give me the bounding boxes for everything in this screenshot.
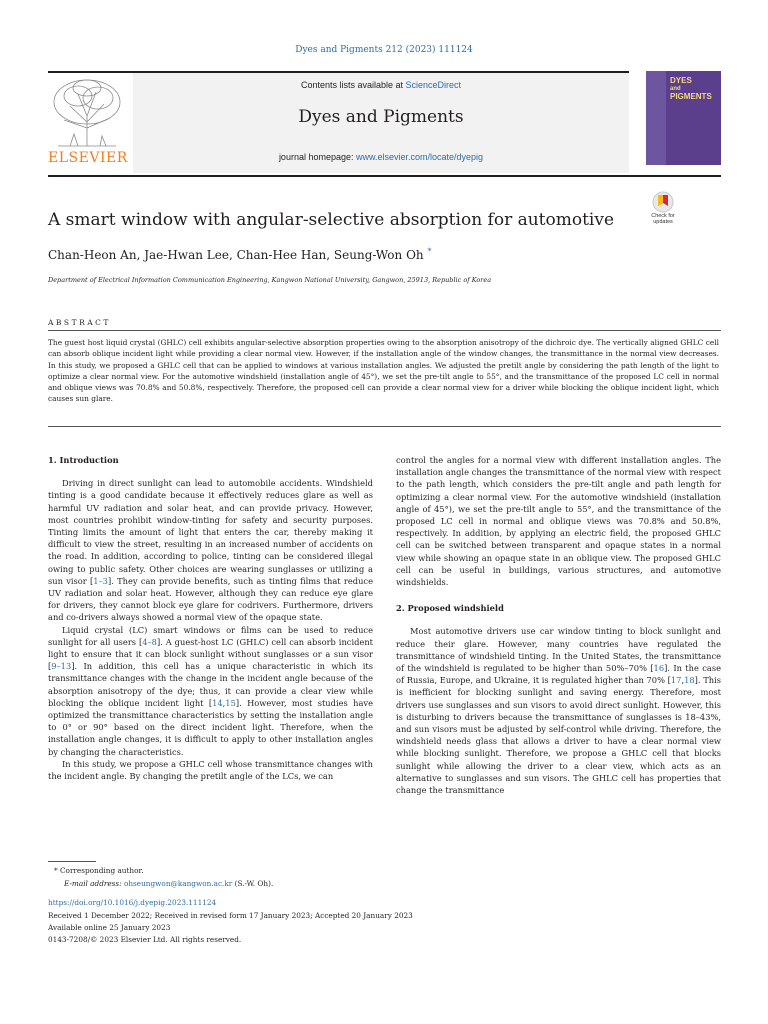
email-link[interactable]: ohseungwon@kangwon.ac.kr [123,879,233,888]
abstract-heading: ABSTRACT [48,318,111,327]
reference-link[interactable]: 4–8 [142,636,157,647]
section-heading-proposed-windshield: 2. Proposed windshield [396,603,504,614]
right-column [396,454,721,796]
reference-link[interactable]: 15 [225,697,236,708]
paragraph-text: Most automotive drivers use car window tinting to block sunlight and reduce their glare. However, many countries have regulated the transmittance of windshield tinting. In the United States, the transmittance of the windshield is regulated to be higher than 50%–70% [ [396,626,721,674]
author-separator: , [326,248,334,262]
corresponding-author-mark[interactable]: * [427,247,432,256]
abstract-top-rule [48,330,721,331]
paragraph-text: In this study, we propose a GHLC cell whose transmittance changes with the incident angle. By changing the pretilt angle of the LCs, we can [48,758,373,782]
cover-title-line: DYES [670,76,692,85]
author-list [48,247,431,262]
cover-title-line: and [670,86,681,92]
sciencedirect-link[interactable]: ScienceDirect [405,80,462,90]
author-affiliation: Department of Electrical Information Communication Engineering, Kangwon National University, Gangwon, 25913, Republic of Korea [48,276,492,284]
cover-strip [646,71,666,165]
homepage-link[interactable]: www.elsevier.com/locate/dyepig [356,152,484,162]
footnote-rule [48,861,96,862]
author-separator: , [136,248,145,262]
homepage-line [133,152,629,162]
windshield-paragraph-1 [396,625,721,796]
author-name[interactable]: Seung-Won Oh [333,248,424,262]
crossmark-label-line: Check for [651,213,675,219]
reference-link[interactable]: 17 [670,675,682,686]
available-online-date: Available online 25 January 2023 [48,923,171,932]
journal-title: Dyes and Pigments [298,107,464,127]
publisher-wordmark[interactable]: ELSEVIER [48,150,128,166]
intro-paragraph-2 [48,624,373,758]
journal-citation[interactable]: Dyes and Pigments 212 (2023) 111124 [295,45,473,55]
received-dates: Received 1 December 2022; Received in revised form 17 January 2023; Accepted 20 January 2023 [48,911,413,920]
author-name[interactable]: Jae-Hwan Lee [144,248,229,262]
author-name[interactable]: Chan-Heon An [48,248,137,262]
intro-paragraph-1 [48,477,373,623]
contents-line [133,80,629,90]
paragraph-text: ]. In addition, this cell has a unique characteristic in which its transmittance changes with the change in the incident angle because of the absorption anisotropy of the dye; thus, it can provide a clear view while blocking the oblique incident light [ [48,661,373,708]
header-bottom-rule [48,175,721,177]
cover-title [670,77,712,101]
paragraph-text: Liquid crystal (LC) smart windows or films can be used to reduce sunlight for all users [ [48,624,373,647]
homepage-prefix: journal homepage: [278,152,356,162]
author-name[interactable]: Chan-Hee Han [236,248,327,262]
paragraph-text: ]. This is inefficient for blocking sunlight and saving energy. Therefore, most drivers use sunglasses and sun visors to avoid direct sunlight. However, this is disturbing to drivers because the transmittance of sunglasses is 18–43%, and sun visors must be adjusted by self-control while driving. Therefore, the windshield needs glass that allows a driver to have a clear normal view while blocking sunlight. Therefore, we propose a GHLC cell that blocks sunlight while allowing the driver to a clear view, which acts as an alternative to sunglasses and sun visors. The GHLC cell has properties that change the transmittance [396,675,721,796]
email-label: E-mail address: [64,879,124,888]
paragraph-text: , [681,675,685,686]
elsevier-tree-logo [50,76,124,148]
section-heading-introduction: 1. Introduction [48,455,119,465]
paragraph-text: ]. A guest-host LC (GHLC) cell can absorb incident light to ensure that it can block sunlight without sunglasses or a sun visor [ [48,636,373,672]
journal-cover-image[interactable] [646,71,721,165]
contents-prefix: Contents lists available at [300,80,406,90]
reference-link[interactable]: 18 [684,675,695,686]
reference-link[interactable]: 14 [212,697,223,708]
paragraph-text: , [222,697,226,708]
crossmark-label [645,213,681,225]
left-column [48,454,373,782]
article-title: A smart window with angular-selective absorption for automotive [48,210,615,230]
reference-link[interactable]: 16 [653,663,665,674]
reference-link[interactable]: 1–3 [93,575,108,586]
paragraph-text: ]. They can provide benefits, such as tinting films that reduce UV radiation and solar heat. However, although they can reduce eye glare for drivers, they cannot block eye glare for codrivers. Furthermore, drivers and co-drivers always showed a normal view of the opaque state. [48,575,373,623]
abstract-body: The guest host liquid crystal (GHLC) cell exhibits angular-selective absorption properties owing to the absorption anisotropy of the dichroic dye. The vertically aligned GHLC cell can absorb oblique incident light while providing a clear normal view. However, if the installation angle of the window changes, the transmittance in the normal view decreases. In this study, we proposed a GHLC cell that can be applied to windows at various installation angles. We adjusted the pretilt angle by considering the path length of the light to optimize a clear normal view. For the automotive windshield (installation angle of 45°), we set the pre-tilt angle to 55°, and the transmittance of the proposed LC cell in normal and oblique views was 70.8% and 50.8%, respectively. Therefore, the proposed cell can provide a clear normal view for a driver while blocking the oblique incident light, which causes sun glare. [48,338,719,404]
crossmark-label-line: updates [653,219,673,225]
email-line [64,879,273,888]
paragraph-text: control the angles for a normal view with different installation angles. The installation angle changes the transmittance of the normal view with respect to the path length, which considers the pre-tilt angle and path length for optimizing a clear normal view. For the automotive windshield (installation angle of 45°), we set the pre-tilt angle to 55°, and the transmittance of the proposed LC cell in normal and oblique views was 70.8% and 50.8%, respectively. In addition, by applying an electric field, the proposed GHLC cell can be switched between transparent and opaque states in a normal view while showing an opaque state in an oblique view. The proposed GHLC cell can be useful in buildings, various structures, and automotive windshields. [396,455,721,588]
check-for-updates-badge[interactable] [645,191,681,231]
paragraph-text: ]. In the case of Russia, Europe, and Ukraine, it is regulated higher than 70% [ [396,663,721,686]
author-separator: , [228,248,237,262]
cover-title-line: PIGMENTS [670,92,712,101]
corresponding-author-note: * Corresponding author. [54,866,144,875]
crossmark-icon [645,191,681,213]
abstract-bottom-rule [48,426,721,427]
copyright-notice: 0143-7208/© 2023 Elsevier Ltd. All rights reserved. [48,935,242,944]
doi-link[interactable]: https://doi.org/10.1016/j.dyepig.2023.111124 [48,898,217,907]
intro-paragraph-4 [396,454,721,588]
paragraph-text: ]. However, most studies have optimized the transmittance characteristics by setting the installation angle to 0° or 90° based on the direct incident light. Therefore, when the installation angle changes, it is difficult to apply to other installation angles by changing the characteristics. [48,697,373,757]
reference-link[interactable]: 9–13 [51,661,72,672]
paragraph-text: Driving in direct sunlight can lead to automobile accidents. Windshield tinting is a good candidate because it effectively reduces glare as well as harmful UV radiation and solar heat, and can provide privacy. However, most countries prohibit window-tinting for safety and security purposes. Tinting limits the amount of light that enters the car, thereby making it difficult to view the street, resulting in an increased number of accidents on the road. In addition, according to police, tinting can be considered illegal owing to public safety. Other choices are wearing sunglasses or utilizing a sun visor [ [48,478,373,586]
intro-paragraph-3 [48,758,373,782]
email-suffix: (S.-W. Oh). [232,879,274,888]
